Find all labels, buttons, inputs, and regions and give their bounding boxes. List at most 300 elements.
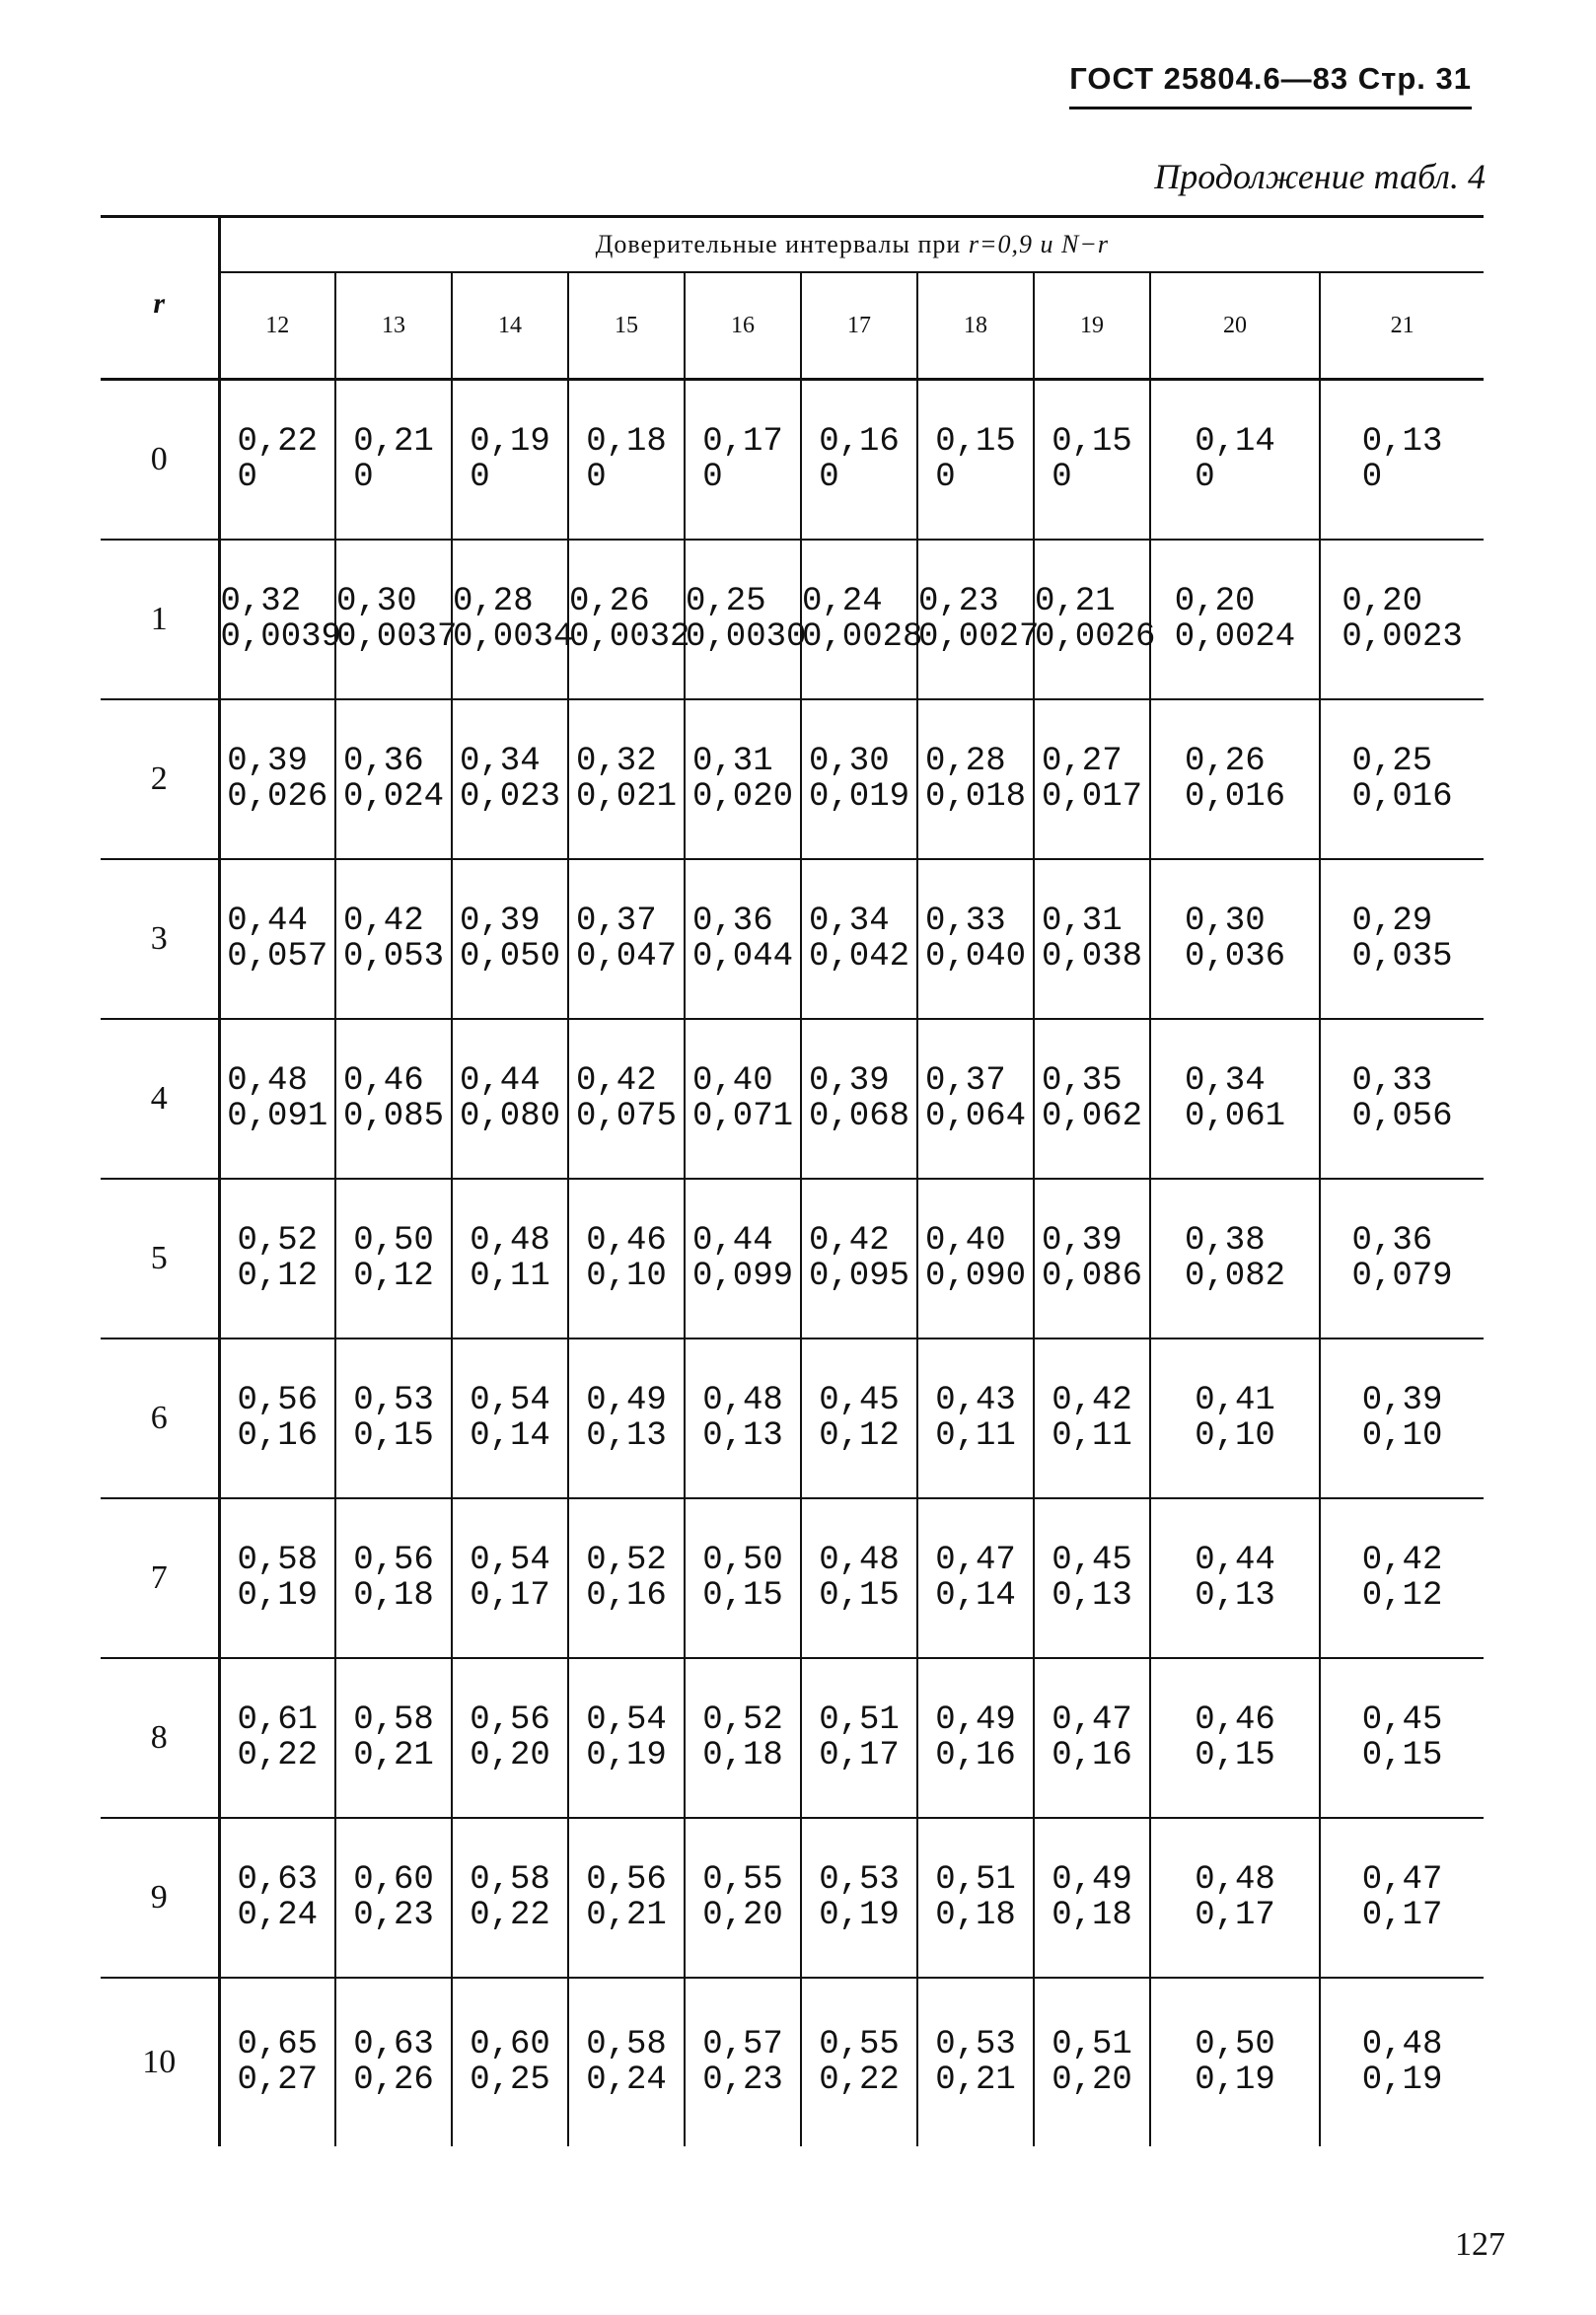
upper-bound: 0,48 xyxy=(1195,1861,1275,1899)
upper-bound: 0,21 xyxy=(1035,583,1116,620)
table-row xyxy=(101,1498,1484,1658)
interval-cell xyxy=(801,540,923,699)
interval-cell xyxy=(1150,1818,1320,1978)
upper-bound: 0,39 xyxy=(227,743,308,780)
lower-bound: 0,068 xyxy=(808,1098,910,1135)
lower-bound: 0,19 xyxy=(1361,2062,1443,2099)
lower-bound: 0,038 xyxy=(1041,938,1143,976)
table-row xyxy=(101,1179,1484,1338)
lower-bound: 0,11 xyxy=(1052,1417,1132,1455)
interval-cell xyxy=(1320,1658,1484,1818)
row-label: 2 xyxy=(101,699,219,859)
lower-bound: 0,22 xyxy=(819,2062,900,2099)
interval-cell xyxy=(452,1338,568,1498)
lower-bound: 0,20 xyxy=(702,1897,783,1934)
lower-bound: 0,18 xyxy=(935,1897,1016,1934)
lower-bound: 0,25 xyxy=(470,2062,550,2099)
interval-cell xyxy=(801,1338,917,1498)
upper-bound: 0,56 xyxy=(470,1701,550,1739)
upper-bound: 0,40 xyxy=(691,1062,773,1100)
upper-bound: 0,54 xyxy=(470,1542,550,1579)
interval-cell xyxy=(219,859,335,1019)
upper-bound: 0,46 xyxy=(1195,1701,1275,1739)
row-label: 5 xyxy=(101,1179,219,1338)
table-head xyxy=(101,217,1484,380)
upper-bound: 0,26 xyxy=(569,583,650,620)
lower-bound: 0,12 xyxy=(237,1258,319,1295)
table-row xyxy=(101,1019,1484,1179)
lower-bound: 0,13 xyxy=(1195,1577,1275,1615)
table-body xyxy=(101,380,1484,2147)
lower-bound: 0,056 xyxy=(1351,1098,1453,1135)
interval-cell xyxy=(219,1179,335,1338)
upper-bound: 0,47 xyxy=(1052,1701,1132,1739)
interval-cell xyxy=(452,699,568,859)
upper-bound: 0,55 xyxy=(819,2026,900,2063)
lower-bound: 0,080 xyxy=(459,1098,561,1135)
interval-cell xyxy=(452,1019,568,1179)
interval-cell xyxy=(568,1338,685,1498)
upper-bound: 0,36 xyxy=(342,743,424,780)
interval-cell xyxy=(1320,1498,1484,1658)
upper-bound: 0,28 xyxy=(453,583,534,620)
lower-bound: 0,079 xyxy=(1351,1258,1453,1295)
row-label: 9 xyxy=(101,1818,219,1978)
lower-bound: 0,18 xyxy=(353,1577,434,1615)
upper-bound: 0,18 xyxy=(586,423,667,461)
lower-bound: 0,024 xyxy=(342,778,445,816)
interval-cell xyxy=(1150,1338,1320,1498)
row-label: 6 xyxy=(101,1338,219,1498)
upper-bound: 0,15 xyxy=(1052,423,1132,461)
column-header: 17 xyxy=(801,272,917,380)
table-caption-prefix: Доверительные интервалы при xyxy=(595,230,962,258)
lower-bound: 0,14 xyxy=(935,1577,1016,1615)
interval-cell xyxy=(219,1658,335,1818)
interval-cell xyxy=(685,859,801,1019)
lower-bound: 0,0039 xyxy=(220,618,341,656)
interval-cell xyxy=(1320,1978,1484,2146)
row-label: 3 xyxy=(101,859,219,1019)
interval-cell xyxy=(801,1978,917,2146)
interval-cell xyxy=(685,1498,801,1658)
lower-bound: 0,040 xyxy=(924,938,1027,976)
table-row xyxy=(101,380,1484,541)
lower-bound: 0,018 xyxy=(924,778,1027,816)
lower-bound: 0,042 xyxy=(808,938,910,976)
row-label: 8 xyxy=(101,1658,219,1818)
table-container xyxy=(101,215,1484,2146)
upper-bound: 0,42 xyxy=(808,1222,890,1260)
upper-bound: 0,28 xyxy=(924,743,1006,780)
upper-bound: 0,40 xyxy=(924,1222,1006,1260)
lower-bound: 0,16 xyxy=(586,1577,667,1615)
interval-cell xyxy=(568,1658,685,1818)
lower-bound: 0,16 xyxy=(237,1417,319,1455)
upper-bound: 0,44 xyxy=(459,1062,541,1100)
page-number: 127 xyxy=(1455,2226,1505,2263)
lower-bound: 0,21 xyxy=(935,2062,1016,2099)
lower-bound: 0,090 xyxy=(924,1258,1027,1295)
interval-cell xyxy=(917,1179,1034,1338)
interval-cell xyxy=(1150,699,1320,859)
interval-cell xyxy=(219,1978,335,2146)
interval-cell xyxy=(801,1818,917,1978)
interval-cell xyxy=(568,380,685,541)
upper-bound: 0,50 xyxy=(702,1542,783,1579)
upper-bound: 0,17 xyxy=(702,423,783,461)
upper-bound: 0,45 xyxy=(1361,1701,1443,1739)
interval-cell xyxy=(335,1179,452,1338)
lower-bound: 0,17 xyxy=(819,1737,900,1774)
interval-cell xyxy=(219,699,335,859)
table-caption-variable: r=0,9 и N−r xyxy=(968,230,1109,258)
lower-bound: 0,22 xyxy=(237,1737,319,1774)
interval-cell xyxy=(801,1179,917,1338)
interval-cell xyxy=(1150,1658,1320,1818)
interval-cell xyxy=(335,1658,452,1818)
lower-bound: 0,062 xyxy=(1041,1098,1143,1135)
upper-bound: 0,25 xyxy=(686,583,766,620)
upper-bound: 0,48 xyxy=(819,1542,900,1579)
interval-cell xyxy=(335,380,452,541)
interval-cell xyxy=(685,1179,801,1338)
lower-bound: 0,16 xyxy=(1052,1737,1132,1774)
upper-bound: 0,48 xyxy=(1361,2026,1443,2063)
lower-bound: 0,0037 xyxy=(336,618,458,656)
upper-bound: 0,32 xyxy=(220,583,302,620)
upper-bound: 0,39 xyxy=(1361,1382,1443,1419)
interval-cell xyxy=(335,1338,452,1498)
interval-cell xyxy=(917,1658,1034,1818)
lower-bound: 0,075 xyxy=(575,1098,678,1135)
lower-bound: 0,061 xyxy=(1184,1098,1286,1135)
lower-bound: 0,017 xyxy=(1041,778,1143,816)
upper-bound: 0,29 xyxy=(1351,903,1433,940)
interval-cell xyxy=(917,699,1034,859)
interval-cell xyxy=(1150,380,1320,541)
interval-cell xyxy=(1034,540,1156,699)
lower-bound: 0,053 xyxy=(342,938,445,976)
lower-bound: 0,12 xyxy=(1361,1577,1443,1615)
lower-bound: 0,047 xyxy=(575,938,678,976)
lower-bound: 0,20 xyxy=(470,1737,550,1774)
interval-cell xyxy=(219,1019,335,1179)
lower-bound: 0,086 xyxy=(1041,1258,1143,1295)
upper-bound: 0,65 xyxy=(237,2026,319,2063)
interval-cell xyxy=(1320,540,1484,699)
lower-bound: 0,17 xyxy=(1195,1897,1275,1934)
interval-cell xyxy=(568,859,685,1019)
upper-bound: 0,22 xyxy=(237,423,319,461)
upper-bound: 0,34 xyxy=(1184,1062,1266,1100)
interval-cell xyxy=(1320,1019,1484,1179)
row-label: 7 xyxy=(101,1498,219,1658)
column-header: 18 xyxy=(917,272,1034,380)
upper-bound: 0,54 xyxy=(586,1701,667,1739)
upper-bound: 0,31 xyxy=(691,743,773,780)
lower-bound: 0,019 xyxy=(808,778,910,816)
lower-bound: 0,23 xyxy=(353,1897,434,1934)
upper-bound: 0,58 xyxy=(237,1542,319,1579)
upper-bound: 0,37 xyxy=(924,1062,1006,1100)
interval-cell xyxy=(1320,380,1484,541)
upper-bound: 0,25 xyxy=(1351,743,1433,780)
interval-cell xyxy=(1320,859,1484,1019)
upper-bound: 0,30 xyxy=(808,743,890,780)
upper-bound: 0,47 xyxy=(1361,1861,1443,1899)
interval-cell xyxy=(568,1978,685,2146)
interval-cell xyxy=(219,1498,335,1658)
lower-bound: 0,0027 xyxy=(918,618,1040,656)
interval-cell xyxy=(685,1818,801,1978)
lower-bound: 0,17 xyxy=(470,1577,550,1615)
upper-bound: 0,24 xyxy=(802,583,883,620)
upper-bound: 0,23 xyxy=(918,583,999,620)
lower-bound: 0,13 xyxy=(702,1417,783,1455)
upper-bound: 0,63 xyxy=(237,1861,319,1899)
interval-cell xyxy=(568,1818,685,1978)
upper-bound: 0,38 xyxy=(1184,1222,1266,1260)
interval-cell xyxy=(1034,1498,1150,1658)
interval-cell xyxy=(917,1019,1034,1179)
upper-bound: 0,51 xyxy=(819,1701,900,1739)
interval-cell xyxy=(335,540,458,699)
lower-bound: 0,023 xyxy=(459,778,561,816)
lower-bound: 0,19 xyxy=(819,1897,900,1934)
interval-cell xyxy=(568,1019,685,1179)
upper-bound: 0,31 xyxy=(1041,903,1123,940)
lower-bound: 0,18 xyxy=(1052,1897,1132,1934)
lower-bound: 0,13 xyxy=(1052,1577,1132,1615)
interval-cell xyxy=(219,540,341,699)
interval-cell xyxy=(685,699,801,859)
upper-bound: 0,44 xyxy=(691,1222,773,1260)
lower-bound: 0 xyxy=(1361,459,1383,496)
interval-cell xyxy=(335,859,452,1019)
interval-cell xyxy=(568,540,690,699)
interval-cell xyxy=(1150,1019,1320,1179)
interval-cell xyxy=(1034,1179,1150,1338)
page-header-reference: ГОСТ 25804.6—83 Стр. 31 xyxy=(1069,61,1472,109)
upper-bound: 0,27 xyxy=(1041,743,1123,780)
interval-cell xyxy=(685,540,807,699)
interval-cell xyxy=(1034,1019,1150,1179)
upper-bound: 0,39 xyxy=(808,1062,890,1100)
interval-cell xyxy=(452,1978,568,2146)
upper-bound: 0,33 xyxy=(924,903,1006,940)
upper-bound: 0,46 xyxy=(586,1222,667,1260)
lower-bound: 0,0026 xyxy=(1035,618,1156,656)
upper-bound: 0,52 xyxy=(702,1701,783,1739)
upper-bound: 0,58 xyxy=(353,1701,434,1739)
lower-bound: 0,21 xyxy=(586,1897,667,1934)
upper-bound: 0,34 xyxy=(459,743,541,780)
upper-bound: 0,45 xyxy=(819,1382,900,1419)
interval-cell xyxy=(1320,1179,1484,1338)
interval-cell xyxy=(917,1978,1034,2146)
lower-bound: 0 xyxy=(470,459,490,496)
interval-cell xyxy=(801,699,917,859)
row-label: 4 xyxy=(101,1019,219,1179)
upper-bound: 0,51 xyxy=(935,1861,1016,1899)
interval-cell xyxy=(917,380,1034,541)
lower-bound: 0,15 xyxy=(1195,1737,1275,1774)
lower-bound: 0,10 xyxy=(586,1258,667,1295)
upper-bound: 0,48 xyxy=(227,1062,308,1100)
lower-bound: 0,13 xyxy=(586,1417,667,1455)
lower-bound: 0,044 xyxy=(691,938,794,976)
upper-bound: 0,61 xyxy=(237,1701,319,1739)
lower-bound: 0,18 xyxy=(702,1737,783,1774)
lower-bound: 0,24 xyxy=(237,1897,319,1934)
lower-bound: 0,15 xyxy=(1361,1737,1443,1774)
lower-bound: 0,10 xyxy=(1361,1417,1443,1455)
lower-bound: 0,0032 xyxy=(569,618,690,656)
lower-bound: 0,11 xyxy=(470,1258,550,1295)
table-row xyxy=(101,1658,1484,1818)
upper-bound: 0,42 xyxy=(1052,1382,1132,1419)
lower-bound: 0,082 xyxy=(1184,1258,1286,1295)
interval-cell xyxy=(917,540,1040,699)
upper-bound: 0,42 xyxy=(342,903,424,940)
table-continuation-label: Продолжение табл. 4 xyxy=(1154,157,1486,196)
lower-bound: 0,020 xyxy=(691,778,794,816)
row-label: 10 xyxy=(101,1978,219,2146)
lower-bound: 0,016 xyxy=(1184,778,1286,816)
interval-cell xyxy=(1150,1978,1320,2146)
lower-bound: 0,026 xyxy=(227,778,328,816)
interval-cell xyxy=(1034,1978,1150,2146)
interval-cell xyxy=(335,1498,452,1658)
lower-bound: 0,26 xyxy=(353,2062,434,2099)
column-header-row xyxy=(101,272,1484,380)
interval-cell xyxy=(335,1818,452,1978)
upper-bound: 0,49 xyxy=(586,1382,667,1419)
interval-cell xyxy=(1034,699,1150,859)
lower-bound: 0,12 xyxy=(353,1258,434,1295)
lower-bound: 0,20 xyxy=(1052,2062,1132,2099)
lower-bound: 0,27 xyxy=(237,2062,319,2099)
upper-bound: 0,55 xyxy=(702,1861,783,1899)
lower-bound: 0,057 xyxy=(227,938,328,976)
interval-cell xyxy=(1034,380,1150,541)
table-row xyxy=(101,1818,1484,1978)
upper-bound: 0,53 xyxy=(353,1382,434,1419)
table-row xyxy=(101,540,1484,699)
interval-cell xyxy=(801,380,917,541)
lower-bound: 0,064 xyxy=(924,1098,1027,1135)
upper-bound: 0,56 xyxy=(586,1861,667,1899)
lower-bound: 0,016 xyxy=(1351,778,1453,816)
upper-bound: 0,20 xyxy=(1174,583,1256,620)
interval-cell xyxy=(452,1818,568,1978)
upper-bound: 0,53 xyxy=(935,2026,1016,2063)
row-header-r: r xyxy=(101,217,219,380)
upper-bound: 0,21 xyxy=(353,423,434,461)
interval-cell xyxy=(685,1978,801,2146)
lower-bound: 0 xyxy=(353,459,374,496)
lower-bound: 0,095 xyxy=(808,1258,910,1295)
interval-cell xyxy=(568,1498,685,1658)
interval-cell xyxy=(452,380,568,541)
upper-bound: 0,49 xyxy=(1052,1861,1132,1899)
interval-cell xyxy=(568,699,685,859)
lower-bound: 0 xyxy=(237,459,257,496)
upper-bound: 0,60 xyxy=(353,1861,434,1899)
lower-bound: 0,19 xyxy=(586,1737,667,1774)
upper-bound: 0,58 xyxy=(586,2026,667,2063)
upper-bound: 0,33 xyxy=(1351,1062,1433,1100)
confidence-interval-table xyxy=(101,215,1484,2146)
interval-cell xyxy=(1150,1179,1320,1338)
upper-bound: 0,53 xyxy=(819,1861,900,1899)
row-label: 1 xyxy=(101,540,219,699)
upper-bound: 0,48 xyxy=(702,1382,783,1419)
interval-cell xyxy=(568,1179,685,1338)
table-row xyxy=(101,859,1484,1019)
upper-bound: 0,16 xyxy=(819,423,900,461)
upper-bound: 0,34 xyxy=(808,903,890,940)
interval-cell xyxy=(1034,1818,1150,1978)
upper-bound: 0,56 xyxy=(353,1542,434,1579)
interval-cell xyxy=(452,859,568,1019)
upper-bound: 0,50 xyxy=(1195,2026,1275,2063)
lower-bound: 0,035 xyxy=(1351,938,1453,976)
interval-cell xyxy=(1150,540,1320,699)
upper-bound: 0,36 xyxy=(691,903,773,940)
column-header: 16 xyxy=(685,272,801,380)
interval-cell xyxy=(452,540,574,699)
upper-bound: 0,37 xyxy=(575,903,657,940)
interval-cell xyxy=(1034,1658,1150,1818)
interval-cell xyxy=(685,1658,801,1818)
upper-bound: 0,19 xyxy=(470,423,550,461)
upper-bound: 0,50 xyxy=(353,1222,434,1260)
upper-bound: 0,48 xyxy=(470,1222,550,1260)
interval-cell xyxy=(1320,699,1484,859)
upper-bound: 0,49 xyxy=(935,1701,1016,1739)
lower-bound: 0,19 xyxy=(1195,2062,1275,2099)
upper-bound: 0,46 xyxy=(342,1062,424,1100)
column-header: 12 xyxy=(219,272,335,380)
lower-bound: 0,23 xyxy=(702,2062,783,2099)
upper-bound: 0,39 xyxy=(1041,1222,1123,1260)
interval-cell xyxy=(335,1978,452,2146)
column-header: 20 xyxy=(1150,272,1320,380)
column-header: 21 xyxy=(1320,272,1484,380)
upper-bound: 0,44 xyxy=(227,903,308,940)
column-header: 14 xyxy=(452,272,568,380)
interval-cell xyxy=(1150,859,1320,1019)
lower-bound: 0,19 xyxy=(237,1577,319,1615)
lower-bound: 0 xyxy=(1052,459,1072,496)
interval-cell xyxy=(917,1498,1034,1658)
lower-bound: 0,12 xyxy=(819,1417,900,1455)
upper-bound: 0,26 xyxy=(1184,743,1266,780)
upper-bound: 0,43 xyxy=(935,1382,1016,1419)
interval-cell xyxy=(917,1338,1034,1498)
upper-bound: 0,20 xyxy=(1342,583,1422,620)
lower-bound: 0,0024 xyxy=(1174,618,1296,656)
row-label: 0 xyxy=(101,380,219,541)
upper-bound: 0,15 xyxy=(935,423,1016,461)
table-row xyxy=(101,1338,1484,1498)
upper-bound: 0,52 xyxy=(237,1222,319,1260)
interval-cell xyxy=(1034,859,1150,1019)
upper-bound: 0,14 xyxy=(1195,423,1275,461)
lower-bound: 0,0030 xyxy=(686,618,807,656)
